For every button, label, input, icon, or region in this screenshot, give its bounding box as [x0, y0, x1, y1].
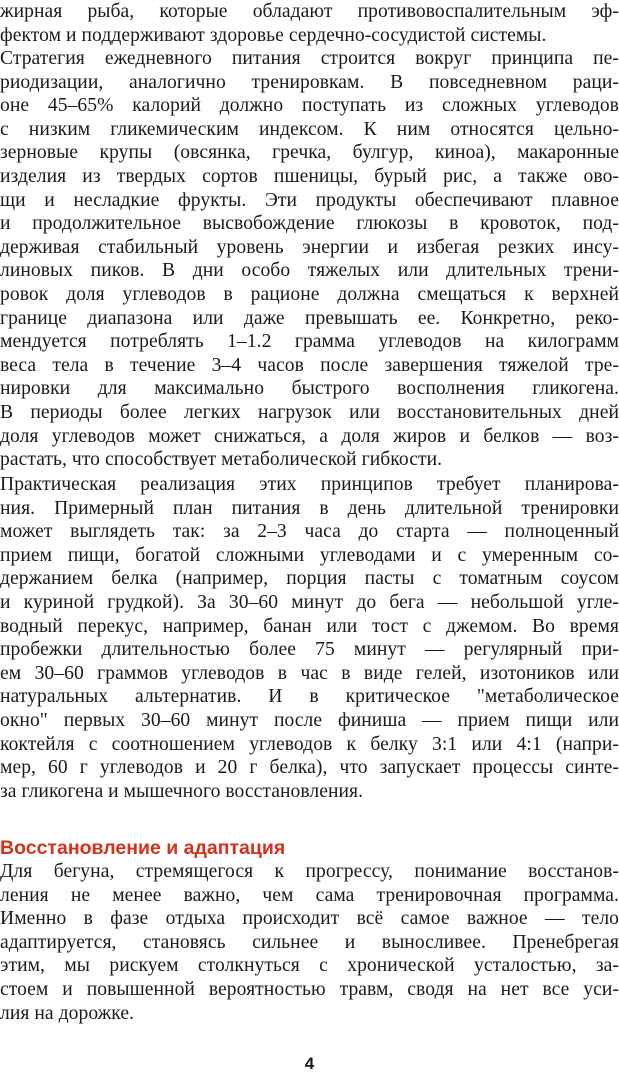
text-line: пробежки длительностью более 75 минут — регулярный при-: [0, 639, 619, 661]
text-line: адаптируется, становясь сильнее и выносливее. Пренебрегая: [0, 931, 619, 953]
text-line: окно" первых 30–60 минут после финиша — прием пищи или: [0, 709, 619, 731]
text-line: изделия из твердых сортов пшеницы, бурый рис, а также ово-: [0, 165, 619, 187]
text-line: оне 45–65% калорий должно поступать из сложных углеводов: [0, 95, 619, 117]
text-line: жирная рыба, которые обладают противовоспалительным эф-: [0, 1, 619, 22]
text-line: с низким гликемическим индексом. К ним относятся цельно-: [0, 118, 619, 140]
text-line: коктейля с соотношением углеводов к белку 3:1 или 4:1 (напри-: [0, 733, 619, 755]
text-line: зерновые крупы (овсянка, гречка, булгур, киноа), макаронные: [0, 142, 619, 164]
text-line: может выглядеть так: за 2–3 часа до старта — полноценный: [0, 521, 619, 543]
text-line: Именно в фазе отдыха происходит всё самое важное — тело: [0, 908, 619, 930]
text-line: границе диапазона или даже превышать ее. Конкретно, реко-: [0, 307, 619, 329]
text-line: Для бегуна, стремящегося к прогрессу, понимание восстанов-: [0, 861, 619, 882]
text-line: фектом и поддерживают здоровье сердечно-сосудистой системы.: [0, 24, 547, 46]
text-line: держанием белка (например, порция пасты с томатным соусом: [0, 568, 619, 590]
text-line: натуральных альтернатив. И в критическое "метаболическое: [0, 686, 619, 708]
paragraph-recovery: [0, 860, 619, 1025]
paragraph-practical: [0, 473, 619, 803]
text-line: лия на дорожке.: [0, 1002, 135, 1024]
text-line: и продолжительное высвобождение глюкозы в кровоток, под-: [0, 213, 619, 235]
text-line: риодизации, аналогично тренировкам. В повседневном раци-: [0, 71, 619, 93]
text-line: В периоды более легких нагрузок или восстановительных дней: [0, 401, 619, 423]
text-line: Практическая реализация этих принципов требует планирова-: [0, 474, 619, 495]
text-line: щи и несладкие фрукты. Эти продукты обеспечивают плавное: [0, 189, 619, 211]
text-line: доля углеводов может снижаться, а доля жиров и белков — воз-: [0, 425, 619, 447]
text-line: прием пищи, богатой сложными углеводами и с умеренным со-: [0, 544, 619, 566]
text-line: ем 30–60 граммов углеводов в час в виде гелей, изотоников или: [0, 662, 619, 684]
text-line: нировки для максимально быстрого восполнения гликогена.: [0, 378, 619, 400]
text-line: веса тела в течение 3–4 часов после завершения тяжелой тре-: [0, 354, 619, 376]
text-line: ровок доля углеводов в рационе должна смещаться к верхней: [0, 283, 619, 305]
text-line: ния. Примерный план питания в день длительной тренировки: [0, 497, 619, 519]
text-line: стоем и повышенной вероятностью травм, сводя на нет все уси-: [0, 978, 619, 1000]
text-line: Стратегия ежедневного питания строится вокруг принципа пе-: [0, 48, 619, 69]
page-number: 4: [304, 1054, 315, 1073]
section-heading: Восстановление и адаптация: [0, 837, 286, 859]
text-line: мер, 60 г углеводов и 20 г белка), что запускает процессы синте-: [0, 757, 619, 779]
paragraph-top-continued: [0, 0, 619, 47]
text-line: ления не менее важно, чем сама тренировочная программа.: [0, 884, 619, 906]
text-line: этим, мы рискуем столкнуться с хронической усталостью, за-: [0, 955, 619, 977]
text-line: и куриной грудкой). За 30–60 минут до бега — небольшой угле-: [0, 591, 619, 613]
text-line: растать, что способствует метаболической гибкости.: [0, 449, 443, 471]
text-line: держивая стабильный уровень энергии и избегая резких инсу-: [0, 236, 619, 258]
text-line: линовых пиков. В дни особо тяжелых или длительных трени-: [0, 260, 619, 282]
text-line: мендуется потреблять 1–1.2 грамма углеводов на килограмм: [0, 331, 619, 353]
text-line: за гликогена и мышечного восстановления.: [0, 780, 364, 802]
text-line: водный перекус, например, банан или тост с джемом. Во время: [0, 615, 619, 637]
paragraph-strategy: [0, 47, 619, 472]
